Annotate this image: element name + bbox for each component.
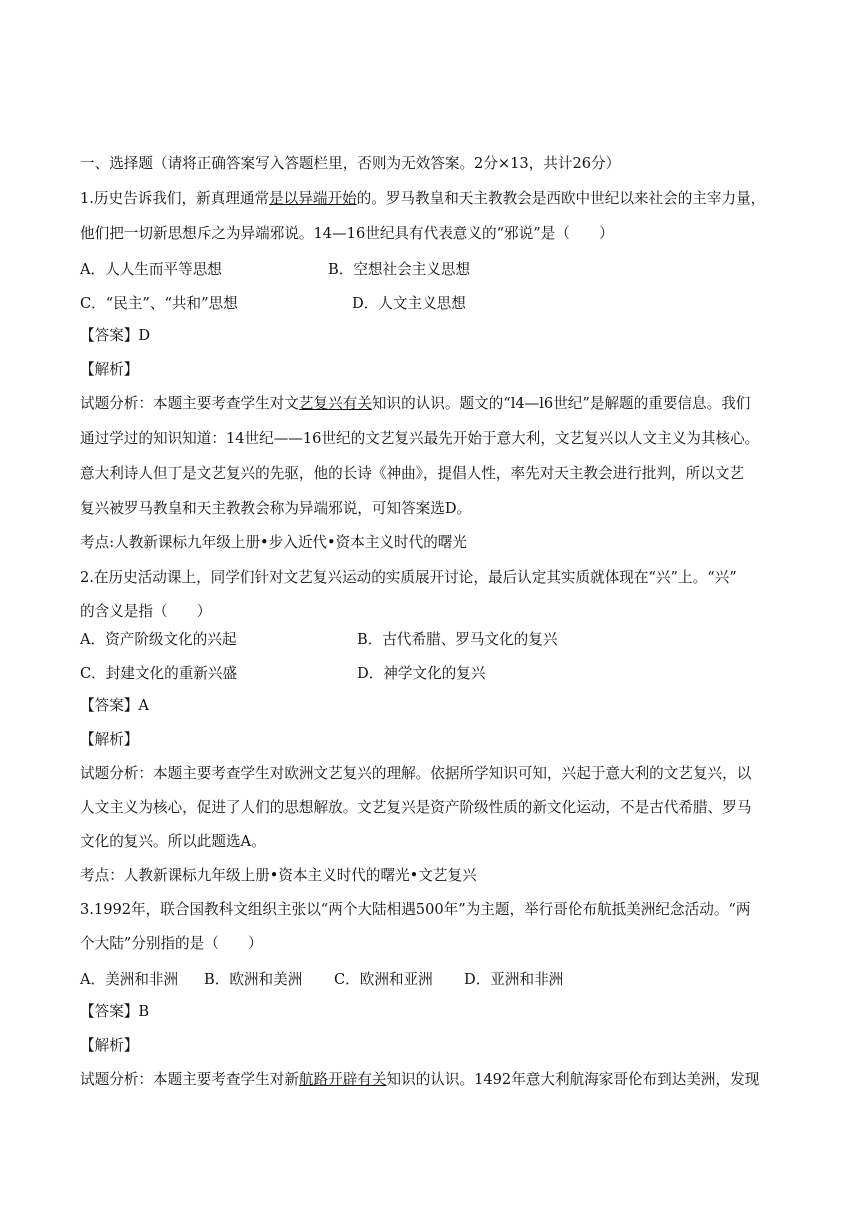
underlined-text: 航路开辟有关 [298, 1071, 387, 1088]
question-2-stem-line-2: 的含义是指（ ） [80, 603, 212, 620]
stem-text: 1.历史告诉我们，新真理通常 [80, 190, 270, 207]
underlined-text: 艺复兴有关 [298, 395, 372, 412]
question-3-option-a: A．美洲和非洲 [80, 971, 179, 988]
question-2-option-c: C．封建文化的重新兴盛 [80, 665, 238, 682]
question-1-option-b: B．空想社会主义思想 [328, 261, 471, 278]
question-1-kaodian: 考点:人教新课标九年级上册•步入近代•资本主义时代的曙光 [80, 534, 467, 551]
analysis-text: 试题分析：本题主要考查学生对文 [80, 395, 299, 412]
question-3-answer: 【答案】B [80, 1003, 150, 1020]
question-3-stem-line-1: 3.1992年，联合国教科文组织主张以“两个大陆相遇500年”为主题，举行哥伦布航抵美洲纪念活动。“两 [80, 901, 751, 918]
question-3-analysis-label: 【解析】 [80, 1037, 139, 1054]
question-1-analysis-line-2: 通过学过的知识知道：14世纪——16世纪的文艺复兴最先开始于意大利，文艺复兴以人文主义为其核心。 [80, 430, 760, 447]
question-2-option-d: D．神学文化的复兴 [357, 665, 486, 682]
question-2-option-a: A．资产阶级文化的兴起 [80, 631, 237, 648]
question-1-answer: 【答案】D [80, 327, 151, 344]
question-3-analysis-line-1 [80, 1070, 800, 1090]
question-3-stem-line-2: 个大陆”分别指的是（ ） [80, 935, 263, 952]
question-1-stem-line-2: 他们把一切新思想斥之为异端邪说。14—16世纪具有代表意义的“邪说”是（ ） [80, 225, 614, 242]
question-2-analysis-line-3: 文化的复兴。所以此题选A。 [80, 833, 266, 850]
question-1-stem-line-1 [80, 189, 800, 209]
question-3-option-c: C．欧洲和亚洲 [334, 971, 433, 988]
question-2-answer: 【答案】A [80, 697, 149, 714]
question-3-option-b: B．欧洲和美洲 [204, 971, 303, 988]
question-1-option-a: A．人人生而平等思想 [80, 261, 222, 278]
question-1-analysis-line-1 [80, 394, 800, 414]
question-2-kaodian: 考点：人教新课标九年级上册•资本主义时代的曙光•文艺复兴 [80, 867, 477, 884]
question-1-analysis-line-3: 意大利诗人但丁是文艺复兴的先驱，他的长诗《神曲》，提倡人性，率先对天主教会进行批判，所以文艺 [80, 465, 745, 482]
analysis-text: 试题分析：本题主要考查学生对新 [80, 1071, 299, 1088]
section-heading: 一、选择题（请将正确答案写入答题栏里，否则为无效答案。2分×13，共计26分） [80, 155, 621, 172]
question-3-option-d: D．亚洲和非洲 [464, 971, 564, 988]
question-1-option-c: C．“民主”、“共和”思想 [80, 295, 238, 312]
underlined-text: 是以异端开始 [269, 190, 357, 207]
question-2-stem-line-1: 2.在历史活动课上，同学们针对文艺复兴运动的实质展开讨论，最后认定其实质就体现在“兴”上。“兴” [80, 569, 737, 586]
stem-text: 的。罗马教皇和天主教教会是西欧中世纪以来社会的主宰力量， [356, 190, 766, 207]
question-2-analysis-line-2: 人文主义为核心，促进了人们的思想解放。文艺复兴是资产阶级性质的新文化运动，不是古代希腊、罗马 [80, 799, 752, 816]
analysis-text: 知识的认识。1492年意大利航海家哥伦布到达美洲，发现 [386, 1071, 760, 1088]
question-1-analysis-label: 【解析】 [80, 361, 139, 378]
analysis-text: 知识的认识。题文的“l4—l6世纪”是解题的重要信息。我们 [371, 395, 751, 412]
question-2-analysis-label: 【解析】 [80, 731, 139, 748]
question-2-option-b: B．古代希腊、罗马文化的复兴 [357, 631, 558, 648]
question-1-analysis-line-4: 复兴被罗马教皇和天主教教会称为异端邪说，可知答案选D。 [80, 500, 472, 517]
question-2-analysis-line-1: 试题分析：本题主要考查学生对欧洲文艺复兴的理解。依据所学知识可知，兴起于意大利的文艺复兴，以 [80, 765, 752, 782]
question-1-option-d: D．人文主义思想 [352, 295, 466, 312]
